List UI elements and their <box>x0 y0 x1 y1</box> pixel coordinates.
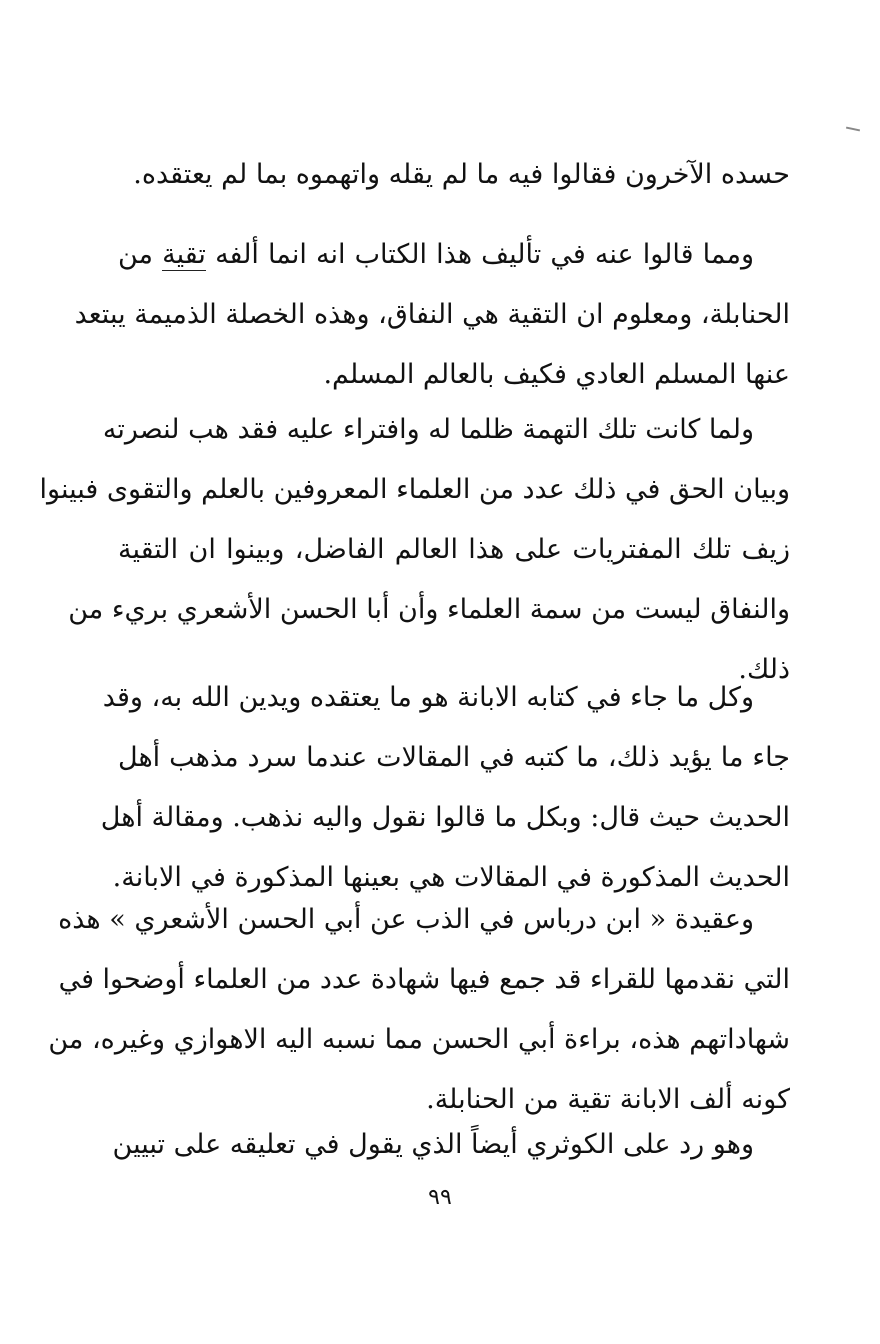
text-segment: من <box>118 239 154 270</box>
text-line: شهاداتهم هذه، براءة أبي الحسن مما نسبه اليه الاهوازي وغيره، من <box>48 1024 790 1055</box>
text-segment: ومما قالوا عنه في تأليف هذا الكتاب انه انما ألفه <box>215 239 754 270</box>
text-line: الحنابلة، ومعلوم ان التقية هي النفاق، وهذه الخصلة الذميمة يبتعد <box>74 299 790 330</box>
paragraph-4 <box>100 668 790 908</box>
text-segment: ولما كانت تلك التهمة ظلما له وافتراء عليه فقد هب لنصرته <box>102 414 754 445</box>
text-line: والنفاق ليست من سمة العلماء وأن أبا الحسن الأشعري بريء من <box>68 594 790 625</box>
page-number: ٩٩ <box>428 1185 452 1210</box>
text-line <box>58 890 790 950</box>
text-segment: وكل ما جاء في كتابه الابانة هو ما يعتقده ويدين الله به، وقد <box>102 682 754 713</box>
text-line: حسده الآخرون فقالوا فيه ما لم يقله واتهموه بما لم يعتقده. <box>133 159 790 190</box>
text-line <box>112 1115 790 1175</box>
paragraph-5 <box>48 890 790 1130</box>
text-line: كونه ألف الابانة تقية من الحنابلة. <box>426 1084 790 1115</box>
underlined-word: تقية <box>162 239 206 270</box>
text-line <box>102 668 790 728</box>
text-line <box>102 400 790 460</box>
text-segment: وعقيدة « ابن درباس في الذب عن أبي الحسن الأشعري » هذه <box>58 904 754 935</box>
text-line: الحديث حيث قال: وبكل ما قالوا نقول واليه نذهب. ومقالة أهل <box>100 802 790 833</box>
text-line: جاء ما يؤيد ذلك، ما كتبه في المقالات عندما سرد مذهب أهل <box>118 742 790 773</box>
margin-mark <box>846 127 860 132</box>
text-line: الحديث المذكورة في المقالات هي بعينها المذكورة في الابانة. <box>112 862 790 893</box>
text-line: عنها المسلم العادي فكيف بالعالم المسلم. <box>323 359 790 390</box>
paragraph-2 <box>74 225 790 405</box>
text-line: زيف تلك المفتريات على هذا العالم الفاضل، وبينوا ان التقية <box>118 534 790 565</box>
text-line: وبيان الحق في ذلك عدد من العلماء المعروفين بالعلم والتقوى فبينوا <box>39 474 790 505</box>
text-line: ذلك. <box>738 654 790 685</box>
text-line: التي نقدمها للقراء قد جمع فيها شهادة عدد من العلماء أوضحوا في <box>58 964 790 995</box>
text-segment: وهو رد على الكوثري أيضاً الذي يقول في تعليقه على تبيين <box>112 1129 754 1160</box>
paragraph-6 <box>112 1115 790 1175</box>
text-line <box>118 225 790 285</box>
paragraph-3 <box>39 400 790 700</box>
paragraph-1 <box>118 145 790 205</box>
